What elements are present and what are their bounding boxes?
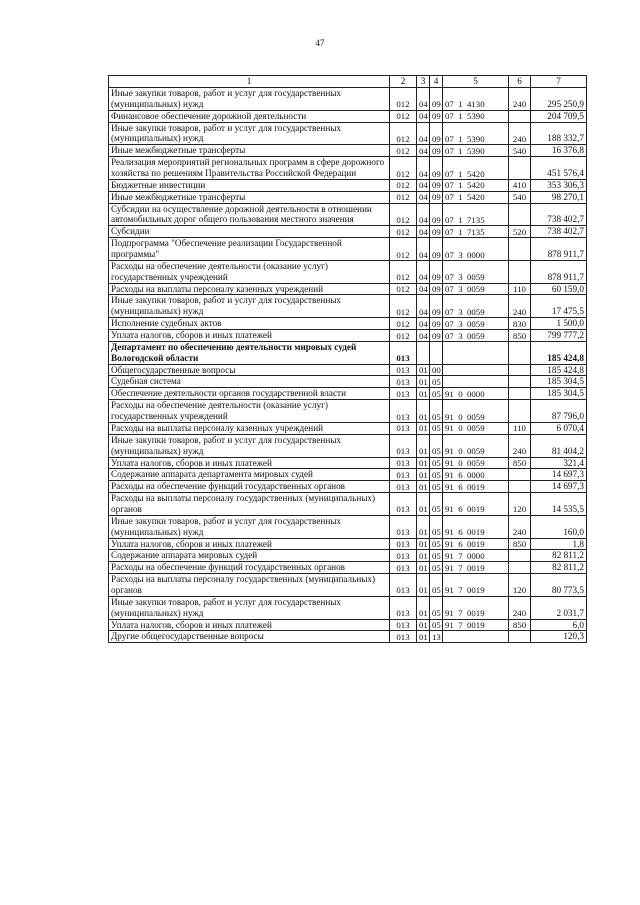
table-row <box>109 330 587 342</box>
table-row <box>109 203 587 226</box>
table-row <box>109 364 587 376</box>
row-code-subsection: 05 <box>430 400 443 423</box>
row-code-target: 91 6 0019 <box>443 493 509 516</box>
row-name: Расходы на обеспечение функций государственных органов <box>109 562 390 574</box>
row-code-department: 012 <box>390 226 417 238</box>
row-name: Общегосударственные вопросы <box>109 364 390 376</box>
row-code-department: 013 <box>390 493 417 516</box>
row-name: Реализация мероприятий региональных программ в сфере дорожного хозяйства по решениям Правительства Российской Федерации <box>109 157 390 180</box>
row-code-section: 01 <box>417 515 430 538</box>
row-code-section: 04 <box>417 295 430 318</box>
row-amount: 185 424,8 <box>531 364 587 376</box>
row-code-expense-type <box>509 110 531 122</box>
row-amount: 87 796,0 <box>531 400 587 423</box>
row-amount: 2 031,7 <box>531 596 587 619</box>
page-number: 47 <box>315 38 325 48</box>
row-amount: 14 535,5 <box>531 493 587 516</box>
row-amount: 81 404,2 <box>531 434 587 457</box>
row-amount: 14 697,3 <box>531 481 587 493</box>
row-code-department: 012 <box>390 283 417 295</box>
row-code-section: 04 <box>417 88 430 111</box>
table-row <box>109 515 587 538</box>
table-header-row <box>109 76 587 88</box>
row-code-department: 012 <box>390 295 417 318</box>
table-row <box>109 88 587 111</box>
row-code-expense-type: 520 <box>509 226 531 238</box>
row-code-department: 013 <box>390 619 417 631</box>
row-name: Иные закупки товаров, работ и услуг для государственных (муниципальных) нужд <box>109 88 390 111</box>
row-amount: 1,8 <box>531 538 587 550</box>
row-code-target: 07 1 5420 <box>443 157 509 180</box>
table-row <box>109 376 587 388</box>
row-code-subsection: 05 <box>430 550 443 562</box>
row-code-section: 04 <box>417 260 430 283</box>
row-code-expense-type <box>509 203 531 226</box>
row-name: Другие общегосударственные вопросы <box>109 631 390 643</box>
row-name: Расходы на выплаты персоналу казенных учреждений <box>109 422 390 434</box>
row-amount: 60 159,0 <box>531 283 587 295</box>
row-amount: 82 811,2 <box>531 550 587 562</box>
row-code-target <box>443 364 509 376</box>
table-row <box>109 422 587 434</box>
header-col-1: 1 <box>109 76 390 88</box>
table-row <box>109 434 587 457</box>
row-amount: 6,0 <box>531 619 587 631</box>
row-code-subsection: 09 <box>430 238 443 261</box>
row-code-section: 01 <box>417 562 430 574</box>
table-row <box>109 481 587 493</box>
row-code-expense-type <box>509 562 531 574</box>
row-amount: 17 475,5 <box>531 295 587 318</box>
budget-table <box>108 75 587 643</box>
row-code-section: 04 <box>417 330 430 342</box>
row-code-department: 013 <box>390 469 417 481</box>
row-code-subsection <box>430 341 443 364</box>
row-code-target: 91 6 0000 <box>443 469 509 481</box>
row-code-department: 012 <box>390 157 417 180</box>
row-code-target: 91 0 0059 <box>443 400 509 423</box>
table-row <box>109 493 587 516</box>
row-code-target: 07 1 7135 <box>443 226 509 238</box>
row-code-department: 013 <box>390 341 417 364</box>
row-amount: 204 709,5 <box>531 110 587 122</box>
row-code-department: 012 <box>390 260 417 283</box>
table-row <box>109 457 587 469</box>
row-name: Расходы на обеспечение деятельности (оказание услуг) государственных учреждений <box>109 400 390 423</box>
row-code-department: 013 <box>390 550 417 562</box>
row-code-section: 01 <box>417 481 430 493</box>
table-row <box>109 238 587 261</box>
row-code-subsection: 05 <box>430 434 443 457</box>
table-row <box>109 596 587 619</box>
table-row <box>109 400 587 423</box>
table-row <box>109 562 587 574</box>
table-row <box>109 145 587 157</box>
row-code-section: 01 <box>417 538 430 550</box>
table-row <box>109 122 587 145</box>
row-code-target: 91 7 0019 <box>443 596 509 619</box>
row-code-expense-type: 850 <box>509 457 531 469</box>
table-row <box>109 157 587 180</box>
row-code-expense-type: 110 <box>509 422 531 434</box>
row-code-subsection: 09 <box>430 157 443 180</box>
row-name: Уплата налогов, сборов и иных платежей <box>109 330 390 342</box>
row-code-subsection: 05 <box>430 388 443 400</box>
row-amount: 878 911,7 <box>531 238 587 261</box>
row-amount: 878 911,7 <box>531 260 587 283</box>
row-code-section: 01 <box>417 550 430 562</box>
table-row <box>109 631 587 643</box>
row-code-subsection: 09 <box>430 191 443 203</box>
row-code-target <box>443 341 509 364</box>
row-code-department: 012 <box>390 330 417 342</box>
row-code-subsection: 09 <box>430 203 443 226</box>
row-code-section: 01 <box>417 376 430 388</box>
row-name: Подпрограмма "Обеспечение реализации Государственной программы" <box>109 238 390 261</box>
row-name: Иные межбюджетные трансферты <box>109 145 390 157</box>
row-code-expense-type: 120 <box>509 574 531 597</box>
row-code-expense-type: 240 <box>509 122 531 145</box>
table-row <box>109 260 587 283</box>
row-code-department: 012 <box>390 122 417 145</box>
row-code-expense-type <box>509 157 531 180</box>
row-amount: 185 424,8 <box>531 341 587 364</box>
row-name: Уплата налогов, сборов и иных платежей <box>109 538 390 550</box>
row-amount: 82 811,2 <box>531 562 587 574</box>
row-name: Финансовое обеспечение дорожной деятельности <box>109 110 390 122</box>
row-code-department: 013 <box>390 376 417 388</box>
row-code-section: 04 <box>417 283 430 295</box>
row-code-target <box>443 631 509 643</box>
row-code-expense-type <box>509 260 531 283</box>
row-amount: 353 306,3 <box>531 179 587 191</box>
row-name: Уплата налогов, сборов и иных платежей <box>109 457 390 469</box>
row-code-expense-type: 120 <box>509 493 531 516</box>
row-name: Иные закупки товаров, работ и услуг для государственных (муниципальных) нужд <box>109 434 390 457</box>
row-code-subsection: 05 <box>430 596 443 619</box>
row-amount: 188 332,7 <box>531 122 587 145</box>
table-row <box>109 469 587 481</box>
row-code-subsection: 09 <box>430 260 443 283</box>
row-code-subsection: 09 <box>430 330 443 342</box>
row-amount: 120,3 <box>531 631 587 643</box>
row-code-section: 01 <box>417 493 430 516</box>
row-name: Судебная система <box>109 376 390 388</box>
row-code-section: 01 <box>417 388 430 400</box>
row-code-target: 91 6 0019 <box>443 515 509 538</box>
row-code-section: 04 <box>417 122 430 145</box>
table-row <box>109 341 587 364</box>
row-code-target: 07 3 0059 <box>443 295 509 318</box>
table-row <box>109 110 587 122</box>
row-code-department: 013 <box>390 481 417 493</box>
table-row <box>109 538 587 550</box>
row-code-subsection: 00 <box>430 364 443 376</box>
row-code-department: 013 <box>390 364 417 376</box>
row-code-subsection: 09 <box>430 226 443 238</box>
table-row <box>109 283 587 295</box>
row-code-subsection: 09 <box>430 295 443 318</box>
row-code-subsection: 05 <box>430 493 443 516</box>
table-row <box>109 318 587 330</box>
row-code-section: 01 <box>417 457 430 469</box>
row-name: Субсидии <box>109 226 390 238</box>
header-col-5: 5 <box>443 76 509 88</box>
row-code-target <box>443 376 509 388</box>
row-code-department: 013 <box>390 538 417 550</box>
row-code-expense-type <box>509 469 531 481</box>
table-row <box>109 619 587 631</box>
table-body <box>109 88 587 643</box>
row-code-expense-type <box>509 341 531 364</box>
row-code-target: 07 3 0000 <box>443 238 509 261</box>
row-code-department: 012 <box>390 203 417 226</box>
row-code-section: 04 <box>417 203 430 226</box>
row-code-section: 01 <box>417 631 430 643</box>
row-code-target: 91 6 0019 <box>443 481 509 493</box>
row-code-expense-type: 850 <box>509 619 531 631</box>
row-amount: 451 576,4 <box>531 157 587 180</box>
table-row <box>109 574 587 597</box>
row-code-expense-type: 240 <box>509 515 531 538</box>
row-code-subsection: 05 <box>430 562 443 574</box>
row-code-target: 07 1 5390 <box>443 110 509 122</box>
row-name: Иные закупки товаров, работ и услуг для государственных (муниципальных) нужд <box>109 295 390 318</box>
table-row <box>109 226 587 238</box>
row-code-target: 07 1 5390 <box>443 145 509 157</box>
row-code-target: 91 0 0000 <box>443 388 509 400</box>
table-row <box>109 191 587 203</box>
row-code-subsection: 05 <box>430 376 443 388</box>
row-code-target: 07 3 0059 <box>443 330 509 342</box>
row-name: Расходы на выплаты персоналу казенных учреждений <box>109 283 390 295</box>
row-code-section: 01 <box>417 364 430 376</box>
row-code-department: 013 <box>390 422 417 434</box>
row-code-subsection: 05 <box>430 619 443 631</box>
row-code-subsection: 09 <box>430 145 443 157</box>
row-code-subsection: 09 <box>430 122 443 145</box>
row-code-expense-type <box>509 481 531 493</box>
row-code-target: 91 7 0019 <box>443 619 509 631</box>
row-code-section: 04 <box>417 318 430 330</box>
row-code-expense-type <box>509 631 531 643</box>
table-row <box>109 550 587 562</box>
row-code-subsection: 09 <box>430 88 443 111</box>
table-row <box>109 179 587 191</box>
row-code-section: 01 <box>417 400 430 423</box>
row-code-expense-type: 830 <box>509 318 531 330</box>
row-code-section: 04 <box>417 110 430 122</box>
row-code-target: 91 0 0059 <box>443 457 509 469</box>
row-code-expense-type <box>509 400 531 423</box>
row-name: Обеспечение деятельности органов государственной власти <box>109 388 390 400</box>
table-row <box>109 295 587 318</box>
row-code-section: 01 <box>417 469 430 481</box>
row-code-subsection: 05 <box>430 481 443 493</box>
row-name: Содержание аппарата мировых судей <box>109 550 390 562</box>
row-code-expense-type: 850 <box>509 538 531 550</box>
row-amount: 738 402,7 <box>531 203 587 226</box>
header-col-7: 7 <box>531 76 587 88</box>
row-code-expense-type: 240 <box>509 88 531 111</box>
row-code-department: 013 <box>390 400 417 423</box>
row-code-department: 013 <box>390 515 417 538</box>
row-amount: 321,4 <box>531 457 587 469</box>
row-code-section: 04 <box>417 157 430 180</box>
row-code-department: 012 <box>390 191 417 203</box>
row-code-target: 07 3 0059 <box>443 260 509 283</box>
row-amount: 6 070,4 <box>531 422 587 434</box>
row-name: Департамент по обеспечению деятельности мировых судей Вологодской области <box>109 341 390 364</box>
row-code-department: 013 <box>390 574 417 597</box>
row-code-section: 01 <box>417 434 430 457</box>
row-code-expense-type <box>509 550 531 562</box>
row-code-subsection: 05 <box>430 469 443 481</box>
row-name: Расходы на выплаты персоналу государственных (муниципальных) органов <box>109 574 390 597</box>
row-code-subsection: 05 <box>430 538 443 550</box>
row-code-expense-type: 240 <box>509 434 531 457</box>
row-code-section <box>417 341 430 364</box>
row-amount: 160,0 <box>531 515 587 538</box>
row-amount: 80 773,5 <box>531 574 587 597</box>
header-col-3: 3 <box>417 76 430 88</box>
row-code-section: 04 <box>417 226 430 238</box>
row-code-expense-type: 240 <box>509 295 531 318</box>
row-name: Бюджетные инвестиции <box>109 179 390 191</box>
row-code-target: 07 3 0059 <box>443 283 509 295</box>
row-code-department: 012 <box>390 238 417 261</box>
row-amount: 16 376,8 <box>531 145 587 157</box>
row-code-department: 013 <box>390 596 417 619</box>
row-code-department: 013 <box>390 434 417 457</box>
row-name: Уплата налогов, сборов и иных платежей <box>109 619 390 631</box>
row-code-department: 012 <box>390 179 417 191</box>
row-code-target: 07 1 5420 <box>443 179 509 191</box>
row-code-department: 013 <box>390 562 417 574</box>
row-code-expense-type <box>509 376 531 388</box>
row-code-department: 013 <box>390 457 417 469</box>
row-code-target: 91 0 0059 <box>443 422 509 434</box>
row-code-target: 91 7 0019 <box>443 574 509 597</box>
row-code-subsection: 05 <box>430 515 443 538</box>
row-code-expense-type <box>509 364 531 376</box>
row-code-subsection: 09 <box>430 110 443 122</box>
row-code-expense-type: 240 <box>509 596 531 619</box>
row-code-section: 01 <box>417 596 430 619</box>
header-col-6: 6 <box>509 76 531 88</box>
row-amount: 799 777,2 <box>531 330 587 342</box>
row-name: Расходы на обеспечение деятельности (оказание услуг) государственных учреждений <box>109 260 390 283</box>
row-amount: 1 500,0 <box>531 318 587 330</box>
row-code-target: 91 7 0000 <box>443 550 509 562</box>
header-col-2: 2 <box>390 76 417 88</box>
row-code-target: 07 1 5390 <box>443 122 509 145</box>
row-code-target: 07 1 7135 <box>443 203 509 226</box>
row-code-target: 91 7 0019 <box>443 562 509 574</box>
row-code-expense-type <box>509 238 531 261</box>
row-code-target: 91 6 0019 <box>443 538 509 550</box>
row-code-expense-type <box>509 388 531 400</box>
row-code-section: 01 <box>417 619 430 631</box>
row-code-expense-type: 540 <box>509 145 531 157</box>
row-code-subsection: 09 <box>430 179 443 191</box>
row-code-target: 07 1 5420 <box>443 191 509 203</box>
row-code-section: 01 <box>417 574 430 597</box>
row-code-section: 04 <box>417 145 430 157</box>
row-name: Расходы на выплаты персоналу государственных (муниципальных) органов <box>109 493 390 516</box>
row-amount: 98 270,1 <box>531 191 587 203</box>
row-code-target: 07 1 4130 <box>443 88 509 111</box>
row-name: Иные межбюджетные трансферты <box>109 191 390 203</box>
row-code-expense-type: 410 <box>509 179 531 191</box>
row-code-department: 013 <box>390 631 417 643</box>
row-code-department: 012 <box>390 110 417 122</box>
row-code-subsection: 05 <box>430 422 443 434</box>
row-amount: 295 250,9 <box>531 88 587 111</box>
row-name: Субсидии на осуществление дорожной деятельности в отношении автомобильных дорог общего пользования местного значения <box>109 203 390 226</box>
row-code-expense-type: 110 <box>509 283 531 295</box>
row-code-section: 04 <box>417 238 430 261</box>
row-amount: 14 697,3 <box>531 469 587 481</box>
row-code-subsection: 09 <box>430 318 443 330</box>
row-name: Иные закупки товаров, работ и услуг для государственных (муниципальных) нужд <box>109 515 390 538</box>
row-code-target: 91 0 0059 <box>443 434 509 457</box>
row-name: Расходы на обеспечение функций государственных органов <box>109 481 390 493</box>
row-code-section: 01 <box>417 422 430 434</box>
row-code-subsection: 13 <box>430 631 443 643</box>
row-name: Содержание аппарата департамента мировых судей <box>109 469 390 481</box>
row-code-department: 012 <box>390 145 417 157</box>
row-name: Исполнение судебных актов <box>109 318 390 330</box>
row-code-department: 013 <box>390 388 417 400</box>
row-code-department: 012 <box>390 88 417 111</box>
row-name: Иные закупки товаров, работ и услуг для государственных (муниципальных) нужд <box>109 122 390 145</box>
row-amount: 738 402,7 <box>531 226 587 238</box>
row-code-section: 04 <box>417 179 430 191</box>
row-code-subsection: 05 <box>430 457 443 469</box>
row-code-section: 04 <box>417 191 430 203</box>
row-amount: 185 304,5 <box>531 388 587 400</box>
row-code-expense-type: 850 <box>509 330 531 342</box>
header-col-4: 4 <box>430 76 443 88</box>
table-row <box>109 388 587 400</box>
row-amount: 185 304,5 <box>531 376 587 388</box>
row-code-subsection: 05 <box>430 574 443 597</box>
row-code-department: 012 <box>390 318 417 330</box>
row-code-target: 07 3 0059 <box>443 318 509 330</box>
row-code-expense-type: 540 <box>509 191 531 203</box>
row-code-subsection: 09 <box>430 283 443 295</box>
row-name: Иные закупки товаров, работ и услуг для государственных (муниципальных) нужд <box>109 596 390 619</box>
